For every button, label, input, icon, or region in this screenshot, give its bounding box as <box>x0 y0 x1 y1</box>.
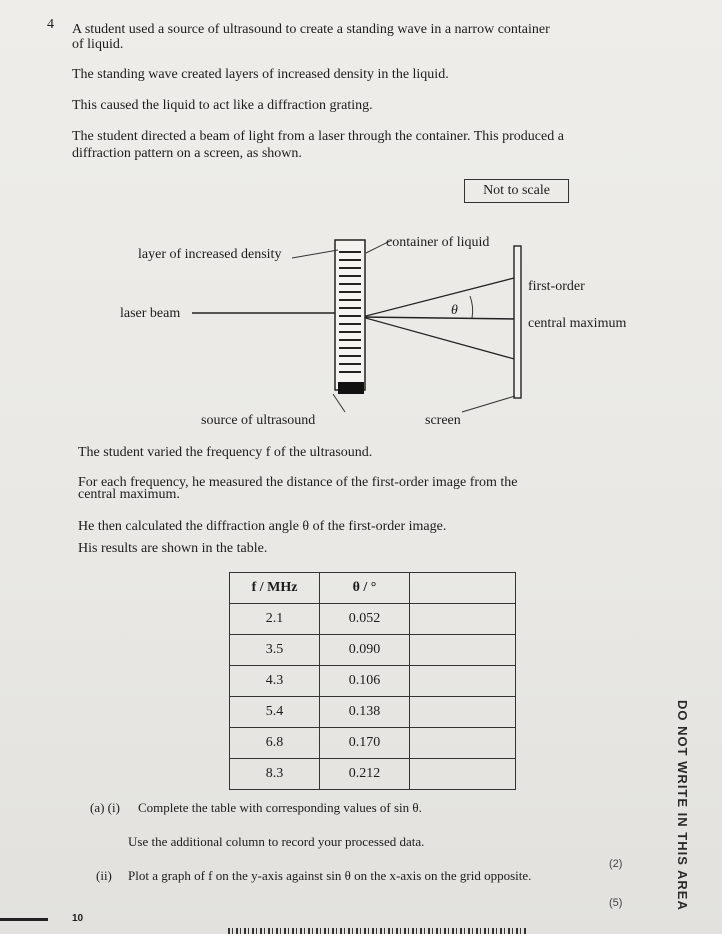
cell-sin-theta[interactable] <box>410 697 516 728</box>
table-row <box>230 604 516 635</box>
cell-sin-theta[interactable] <box>410 759 516 790</box>
central-ray <box>362 317 518 319</box>
cell-angle: 0.106 <box>320 666 410 697</box>
ultrasound-source <box>338 382 364 394</box>
intro-line-2: of liquid. <box>72 37 124 52</box>
cell-angle: 0.090 <box>320 635 410 666</box>
cell-angle: 0.138 <box>320 697 410 728</box>
first-order-ray-lower <box>362 317 518 360</box>
cell-frequency: 8.3 <box>230 759 320 790</box>
part-a-ii-marks: (5) <box>609 897 623 909</box>
do-not-write-margin: DO NOT WRITE IN THIS AREA <box>675 700 690 911</box>
table-row <box>230 728 516 759</box>
table-row <box>230 759 516 790</box>
cell-sin-theta[interactable] <box>410 728 516 759</box>
cell-frequency: 3.5 <box>230 635 320 666</box>
container-of-liquid <box>335 240 365 394</box>
paragraph-standing-wave: The standing wave created layers of increased density in the liquid. <box>72 67 449 82</box>
cell-frequency: 4.3 <box>230 666 320 697</box>
header-angle: θ / ° <box>320 573 410 604</box>
label-laser-beam: laser beam <box>120 306 181 321</box>
table-row <box>230 635 516 666</box>
label-container: container of liquid <box>386 235 490 250</box>
paragraph-laser-line-1: The student directed a beam of light from a laser through the container. This produced a <box>72 129 564 144</box>
paragraph-angle: He then calculated the diffraction angle θ of the first-order image. <box>78 519 447 534</box>
table-row <box>230 666 516 697</box>
part-a-i-text: Complete the table with corresponding values of sin θ. <box>138 800 422 815</box>
leader-source <box>333 394 345 412</box>
cell-angle: 0.212 <box>320 759 410 790</box>
cell-angle: 0.052 <box>320 604 410 635</box>
cell-frequency: 5.4 <box>230 697 320 728</box>
theta-arc <box>470 296 473 318</box>
leader-layer <box>292 250 338 258</box>
first-order-ray-upper <box>362 277 518 317</box>
part-a-i-marks: (2) <box>609 858 623 870</box>
header-frequency: f / MHz <box>230 573 320 604</box>
paragraph-measure-line-2: central maximum. <box>78 487 180 502</box>
label-theta: θ <box>451 303 458 318</box>
cell-sin-theta[interactable] <box>410 604 516 635</box>
part-a-ii-label: (ii) <box>96 868 112 883</box>
intro-line-1: A student used a source of ultrasound to create a standing wave in a narrow container <box>72 22 550 37</box>
header-sin-theta[interactable] <box>410 573 516 604</box>
table-row <box>230 697 516 728</box>
cell-sin-theta[interactable] <box>410 666 516 697</box>
paragraph-results: His results are shown in the table. <box>78 541 268 556</box>
page-number: 10 <box>72 913 84 924</box>
cell-angle: 0.170 <box>320 728 410 759</box>
question-number: 4 <box>47 17 54 32</box>
cell-sin-theta[interactable] <box>410 635 516 666</box>
barcode <box>228 928 528 934</box>
not-to-scale-label: Not to scale <box>464 179 569 203</box>
diffraction-diagram <box>0 0 722 440</box>
paragraph-laser-line-2: diffraction pattern on a screen, as shown. <box>72 146 302 161</box>
part-a-i-label: (a) (i) <box>90 800 120 815</box>
label-screen: screen <box>425 413 461 428</box>
label-central-maximum: central maximum <box>528 316 627 331</box>
part-a-ii-text: Plot a graph of f on the y-axis against sin θ on the x-axis on the grid opposite. <box>128 868 532 883</box>
label-source: source of ultrasound <box>201 413 316 428</box>
part-a-i-instruction: Use the additional column to record your processed data. <box>128 834 425 849</box>
cell-frequency: 2.1 <box>230 604 320 635</box>
paragraph-frequency: The student varied the frequency f of the ultrasound. <box>78 445 373 460</box>
paragraph-grating: This caused the liquid to act like a diffraction grating. <box>72 98 373 113</box>
leader-screen <box>462 396 515 412</box>
screen <box>514 246 521 398</box>
cell-frequency: 6.8 <box>230 728 320 759</box>
label-first-order: first-order <box>528 279 585 294</box>
footer-line <box>0 918 48 921</box>
label-layer: layer of increased density <box>138 247 282 262</box>
table-header-row <box>230 573 516 604</box>
paragraph-measure-line-1: For each frequency, he measured the distance of the first-order image from the <box>78 475 518 490</box>
results-table <box>229 572 516 790</box>
